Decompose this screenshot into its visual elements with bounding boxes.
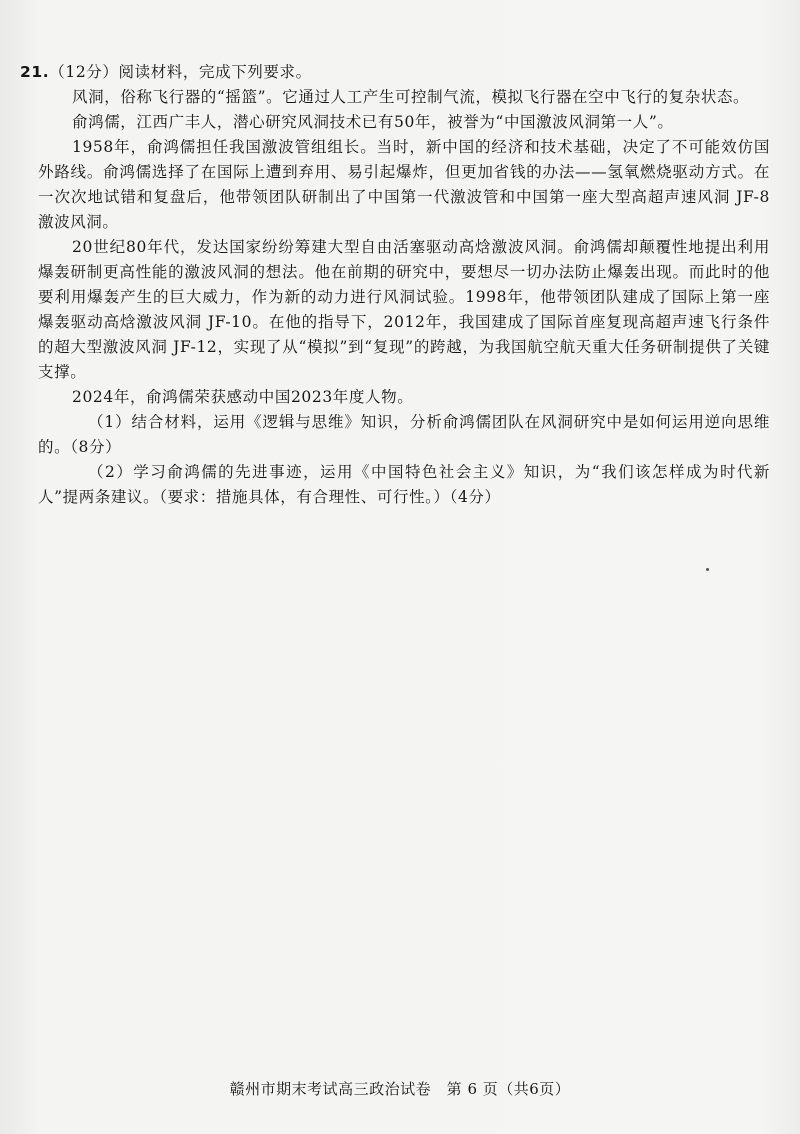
page-footer: 赣州市期末考试高三政治试卷 第 6 页（共6页） bbox=[229, 1080, 571, 1098]
question-number: 21. bbox=[20, 63, 50, 81]
material-paragraph: 20世纪80年代，发达国家纷纷筹建大型自由活塞驱动高焓激波风洞。俞鸿儒却颠覆性地提出利用爆轰研制更高性能的激波风洞的想法。他在前期的研究中，要想尽一切办法防止爆轰出现。而此时的他要利用爆轰产生的巨大威力，作为新的动力进行风洞试验。1998年，他带领团队建成了国际上第一座爆轰驱动高焓激波风洞 JF-10。在他的指导下，2012年，我国建成了国际首座复现高超声速飞行条件的超大型激波风洞 JF-12，实现了从“模拟”到“复现”的跨越，为我国航空航天重大任务研制提供了关键支撑。 bbox=[38, 238, 770, 381]
material-paragraph: 风洞，俗称飞行器的“摇篮”。它通过人工产生可控制气流，模拟飞行器在空中飞行的复杂状态。 bbox=[72, 88, 750, 106]
sub-question-1: （1）结合材料，运用《逻辑与思维》知识，分析俞鸿儒团队在风洞研究中是如何运用逆向思维的。（8分） bbox=[38, 413, 770, 456]
material-paragraph: 俞鸿儒，江西广丰人，潜心研究风洞技术已有50年，被誉为“中国激波风洞第一人”。 bbox=[72, 113, 674, 131]
question-block bbox=[20, 60, 770, 510]
scan-speck bbox=[706, 568, 709, 571]
material-paragraph: 2024年，俞鸿儒荣获感动中国2023年度人物。 bbox=[72, 388, 414, 406]
sub-question-2: （2）学习俞鸿儒的先进事迹，运用《中国特色社会主义》知识，为“我们该怎样成为时代新人”提两条建议。（要求：措施具体，有合理性、可行性。）（4分） bbox=[38, 463, 770, 506]
question-header bbox=[20, 60, 770, 85]
question-instruction: （12分）阅读材料，完成下列要求。 bbox=[49, 63, 312, 81]
material-paragraph: 1958年，俞鸿儒担任我国激波管组组长。当时，新中国的经济和技术基础，决定了不可能效仿国外路线。俞鸿儒选择了在国际上遭到弃用、易引起爆炸，但更加省钱的办法——氢氧燃烧驱动方式。在一次次地试错和复盘后，他带领团队研制出了中国第一代激波管和中国第一座大型高超声速风洞 JF-8 激波风洞。 bbox=[38, 138, 770, 231]
